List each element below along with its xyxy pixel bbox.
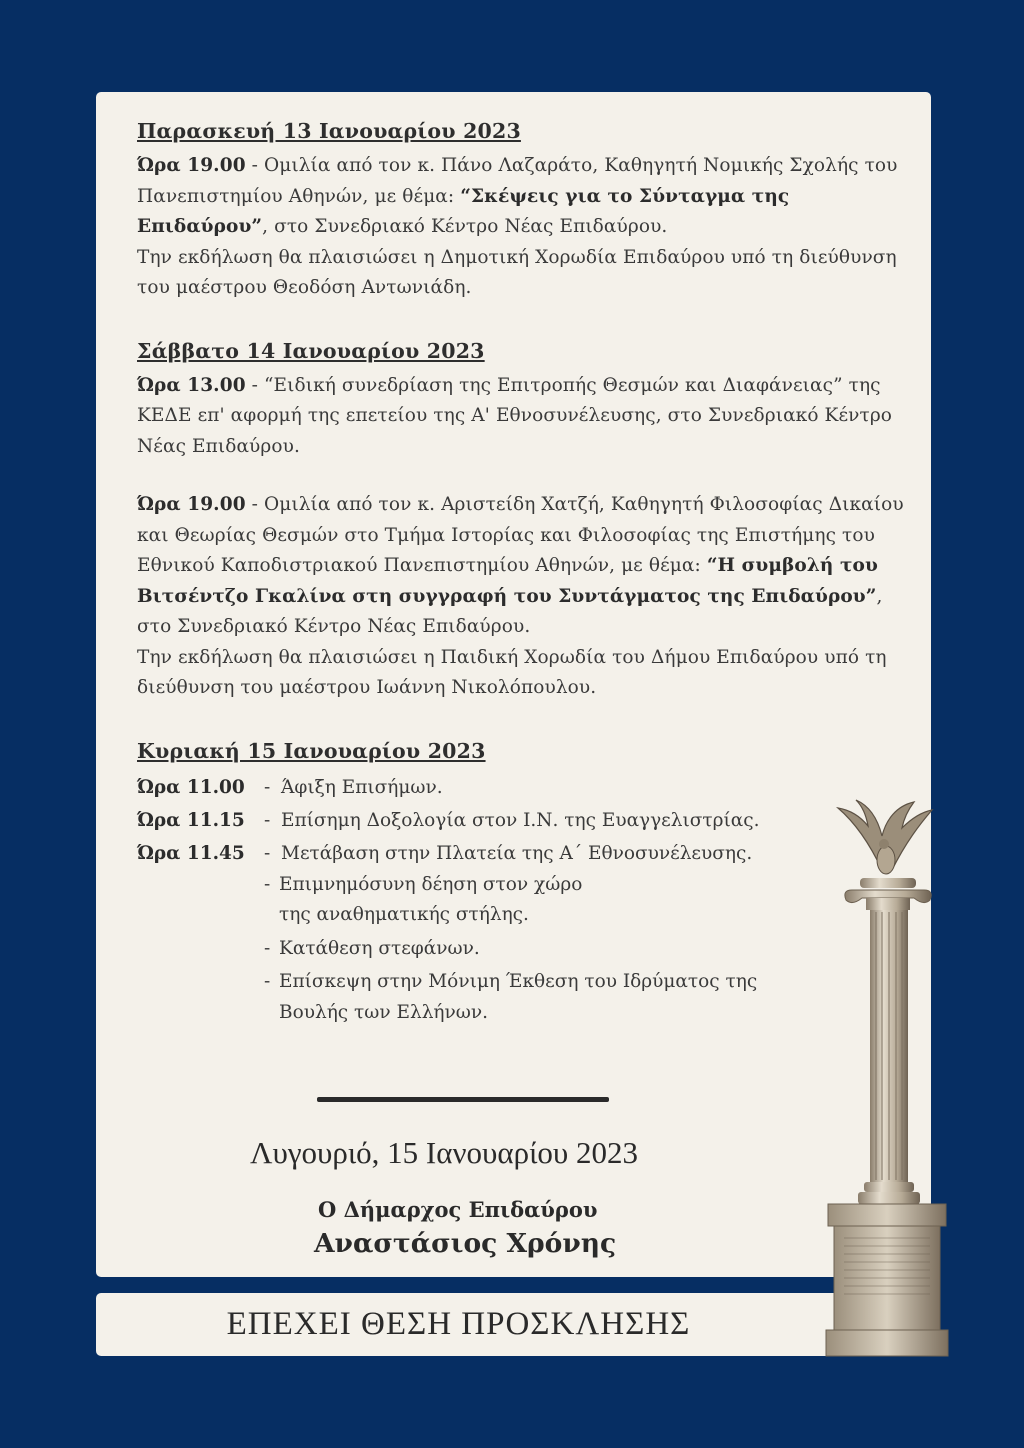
day3-row: Ώρα 11.15 - Επίσημη Δοξολογία στον Ι.Ν. της Ευαγγελιστρίας. [137, 804, 907, 837]
day3-subitem-text: Κατάθεση στεφάνων. [279, 937, 480, 959]
program-content [137, 116, 907, 1031]
day1-topic: “Σκέψεις για το Σύνταγμα της Επιδαύρου” [137, 185, 790, 237]
monument-column-icon [822, 798, 952, 1360]
day3-row-text: Επίσημη Δοξολογία στον Ι.Ν. της Ευαγγελιστρίας. [281, 809, 760, 831]
day2-topic: “Η συμβολή του Βιτσέντζο Γκαλίνα στη συγγραφή του Συντάγματος της Επιδαύρου” [137, 555, 878, 607]
day2-text2a: - Ομιλία από τον κ. Αριστείδη Χατζή, Καθηγητή Φιλοσοφίας Δικαίου και Θεωρίας Θεσμών στο Τμήμα Ιστορίας και Φιλοσοφίας της Επιστήμης του Εθνικού Καποδιστριακού Πανεπιστημίου Αθηνών, με θέμα: [137, 494, 904, 576]
day3-row-time: Ώρα 11.00 [137, 776, 245, 798]
day1-text1a: - Ομιλία από τον κ. Πάνο Λαζαράτο, Καθηγητή Νομικής Σχολής του Πανεπιστημίου Αθηνών, με θέμα: [137, 155, 898, 207]
day1-note: Την εκδήλωση θα πλαισιώσει η Δημοτική Χορωδία Επιδαύρου υπό τη διεύθυνση του μαέστρου Θεοδόση Αντωνιάδη. [137, 246, 897, 298]
day3-row: Ώρα 11.00 - Άφιξη Επισήμων. [137, 771, 907, 804]
mayor-name: Αναστάσιος Χρόνης [314, 1228, 617, 1259]
day2-text1: - “Ειδική συνεδρίαση της Επιτροπής Θεσμών και Διαφάνειας” της ΚΕΔΕ επ' αφορμή της επετείου της Α' Εθνοσυνέλευσης, στο Συνεδριακό Κέντρο Νέας Επιδαύρου. [137, 374, 893, 457]
day2-time2: Ώρα 19.00 [137, 494, 246, 515]
day2-heading: Σάββατο 14 Ιανουαρίου 2023 [137, 338, 485, 363]
day3-row: Ώρα 11.45 - Μετάβαση στην Πλατεία της Α΄ Εθνοσυνέλευσης. [137, 837, 907, 870]
day3-subitem: - Επιμνημόσυνη δέηση στον χώρο της αναθηματικής στήλης. [264, 870, 907, 931]
day3-subitem-text: Επίσκεψη στην Μόνιμη Έκθεση του Ιδρύματος της Βουλής των Ελλήνων. [279, 971, 758, 1023]
day3-row-text: Άφιξη Επισήμων. [281, 776, 443, 798]
footer-banner [96, 1293, 931, 1356]
day2-text2c: , στο Συνεδριακό Κέντρο Νέας Επιδαύρου. [137, 585, 883, 637]
day2-time1: Ώρα 13.00 [137, 374, 246, 396]
day3-row-time: Ώρα 11.15 [137, 809, 245, 831]
day1-event1 [137, 151, 907, 243]
divider-line [317, 1097, 609, 1102]
day3-row-text: Μετάβαση στην Πλατεία της Α΄ Εθνοσυνέλευσης. [281, 842, 753, 864]
day3-row-time: Ώρα 11.45 [137, 842, 245, 864]
day3-subitem-text: Επιμνημόσυνη δέηση στον χώρο της αναθηματικής στήλης. [279, 873, 583, 925]
day2-event2 [137, 490, 907, 643]
day1-text1c: , στο Συνεδριακό Κέντρο Νέας Επιδαύρου. [262, 216, 668, 237]
day1-heading: Παρασκευή 13 Ιανουαρίου 2023 [137, 119, 521, 143]
day1-time1: Ώρα 19.00 [137, 155, 246, 176]
day2-note: Την εκδήλωση θα πλαισιώσει η Παιδική Χορωδία του Δήμου Επιδαύρου υπό τη διεύθυνση του μαέστρου Ιωάννη Νικολόπουλου. [137, 646, 887, 698]
day3-subitems [264, 870, 907, 1029]
day2-event1 [137, 371, 907, 463]
day3-heading: Κυριακή 15 Ιανουαρίου 2023 [137, 738, 486, 763]
day3-subitem: - Κατάθεση στεφάνων. [264, 934, 907, 965]
footer-text: ΕΠΕΧΕΙ ΘΕΣΗ ΠΡΟΣΚΛΗΣΗΣ [226, 1306, 691, 1342]
day3-subitem: - Επίσκεψη στην Μόνιμη Έκθεση του Ιδρύματος της Βουλής των Ελλήνων. [264, 967, 907, 1028]
place-date: Λυγουριό, 15 Ιανουαρίου 2023 [250, 1135, 639, 1170]
mayor-title: Ο Δήμαρχος Επιδαύρου [318, 1197, 598, 1222]
